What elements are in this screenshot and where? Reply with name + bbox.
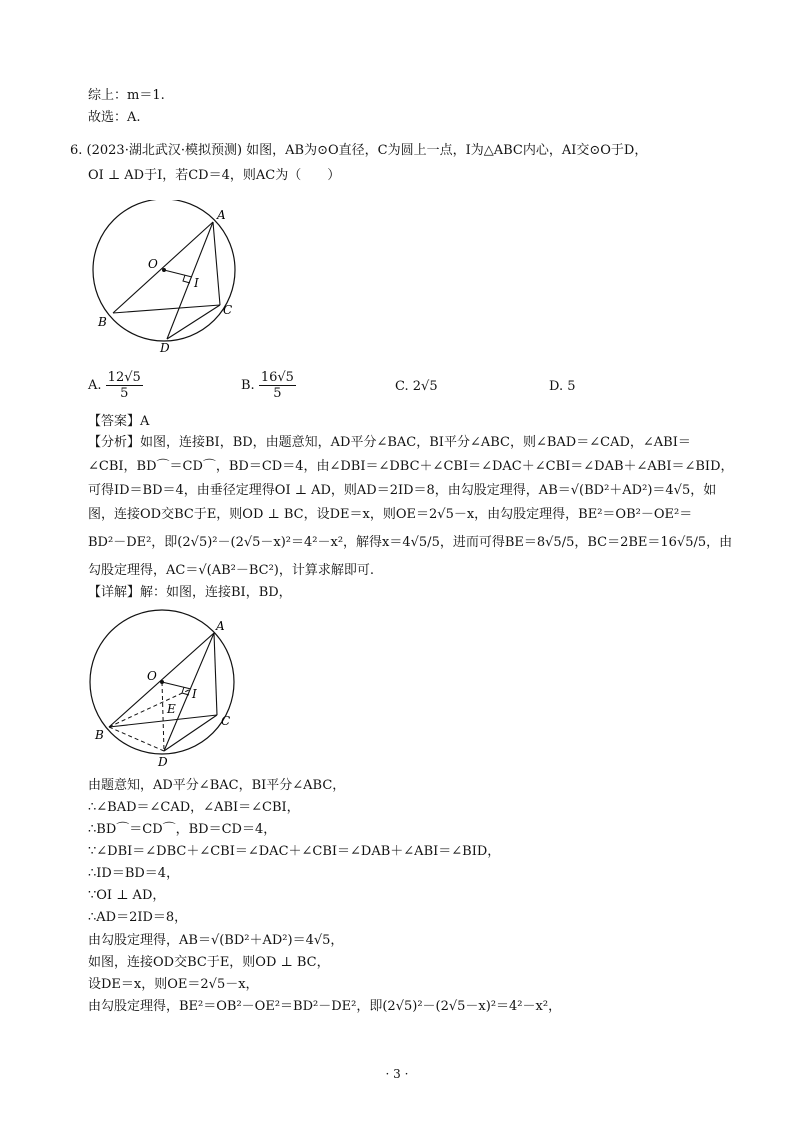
analysis-line-6: 勾股定理得，AC＝√(AB²－BC²)，计算求解即可. bbox=[88, 563, 375, 578]
step-line-8: 由勾股定理得，AB＝√(BD²＋AD²)＝4√5， bbox=[88, 933, 344, 948]
point-label-o: O bbox=[147, 669, 157, 683]
analysis-line-1: 【分析】如图，连接BI，BD，由题意知，AD平分∠BAC，BI平分∠ABC，则∠BAD＝∠CAD，∠ABI＝ bbox=[88, 435, 691, 450]
choice-line: 故选：A. bbox=[88, 110, 141, 125]
detail-heading: 【详解】解：如图，连接BI，BD， bbox=[88, 585, 292, 600]
step-line-5: ∴ID＝BD＝4， bbox=[88, 866, 180, 881]
point-label-i: I bbox=[192, 687, 197, 701]
answer-line: 【答案】A bbox=[88, 414, 150, 429]
option-a-denominator: 5 bbox=[120, 386, 129, 401]
step-line-6: ∵OI ⊥ AD， bbox=[88, 888, 166, 903]
point-label-d: D bbox=[160, 341, 170, 355]
option-d-letter: D. bbox=[549, 379, 564, 394]
point-label-a: A bbox=[216, 619, 225, 633]
analysis-line-2: ∠CBI，BD⌒＝CD⌒，BD＝CD＝4，由∠DBI＝∠DBC＋∠CBI＝∠DAC＋∠CBI＝∠DAB＋∠ABI＝∠BID， bbox=[88, 459, 734, 474]
option-b-letter: B. bbox=[241, 378, 255, 393]
option-d-value: 5 bbox=[567, 379, 576, 394]
point-label-d: D bbox=[158, 755, 168, 769]
point-label-c: C bbox=[223, 303, 233, 317]
question-line-1: 6. (2023·湖北武汉·模拟预测) 如图，AB为⊙O直径，C为圆上一点，I为△ABC内心，AI交⊙O于D， bbox=[70, 143, 648, 158]
question-line-2: OI ⊥ AD于I，若CD＝4，则AC为（ ） bbox=[88, 168, 341, 183]
step-line-11: 由勾股定理得，BE²＝OB²－OE²＝BD²－DE²，即(2√5)²－(2√5－x)²＝4²－x²， bbox=[88, 999, 562, 1014]
geometry-figure-2 bbox=[85, 608, 260, 770]
analysis-line-5: BD²－DE²，即(2√5)²－(2√5－x)²＝4²－x²，解得x＝4√5/5，进而可得BE＝8√5/5，BC＝2BE＝16√5/5，由 bbox=[88, 535, 733, 550]
point-label-o: O bbox=[148, 257, 158, 271]
analysis-line-4: 图，连接OD交BC于E，则OD ⊥ BC，设DE＝x，则OE＝2√5－x，由勾股定理得，BE²＝OB²－OE²＝ bbox=[88, 507, 693, 522]
option-b bbox=[241, 370, 296, 401]
point-label-a: A bbox=[217, 208, 226, 222]
option-c-value: 2√5 bbox=[412, 379, 438, 394]
step-line-9: 如图，连接OD交BC于E，则OD ⊥ BC， bbox=[88, 955, 330, 970]
option-a-numerator: 12√5 bbox=[107, 370, 141, 385]
option-c-letter: C. bbox=[395, 379, 409, 394]
step-line-10: 设DE＝x，则OE＝2√5－x， bbox=[88, 977, 259, 992]
option-a-letter: A. bbox=[88, 378, 102, 393]
step-line-7: ∴AD＝2ID＝8， bbox=[88, 910, 188, 925]
option-c bbox=[395, 379, 438, 394]
step-line-1: 由题意知，AD平分∠BAC，BI平分∠ABC， bbox=[88, 778, 346, 793]
summary-line: 综上：m＝1. bbox=[88, 88, 165, 103]
option-d bbox=[549, 379, 576, 394]
step-line-2: ∴∠BAD＝∠CAD，∠ABI＝∠CBI， bbox=[88, 800, 300, 815]
point-label-b: B bbox=[98, 315, 107, 329]
step-line-4: ∵∠DBI＝∠DBC＋∠CBI＝∠DAC＋∠CBI＝∠DAB＋∠ABI＝∠BID， bbox=[88, 844, 501, 859]
point-label-c: C bbox=[221, 714, 231, 728]
point-label-i: I bbox=[194, 276, 199, 290]
point-label-b: B bbox=[95, 728, 104, 742]
option-a bbox=[88, 370, 143, 401]
point-label-e: E bbox=[167, 702, 176, 716]
page-number: · 3 · bbox=[385, 1067, 409, 1081]
option-b-numerator: 16√5 bbox=[260, 370, 294, 385]
geometry-figure-1 bbox=[85, 200, 260, 360]
analysis-line-3: 可得ID＝BD＝4，由垂径定理得OI ⊥ AD，则AD＝2ID＝8，由勾股定理得，AB＝√(BD²＋AD²)＝4√5，如 bbox=[88, 483, 717, 498]
option-b-denominator: 5 bbox=[273, 386, 282, 401]
step-line-3: ∴BD⌒＝CD⌒，BD＝CD＝4， bbox=[88, 822, 277, 837]
